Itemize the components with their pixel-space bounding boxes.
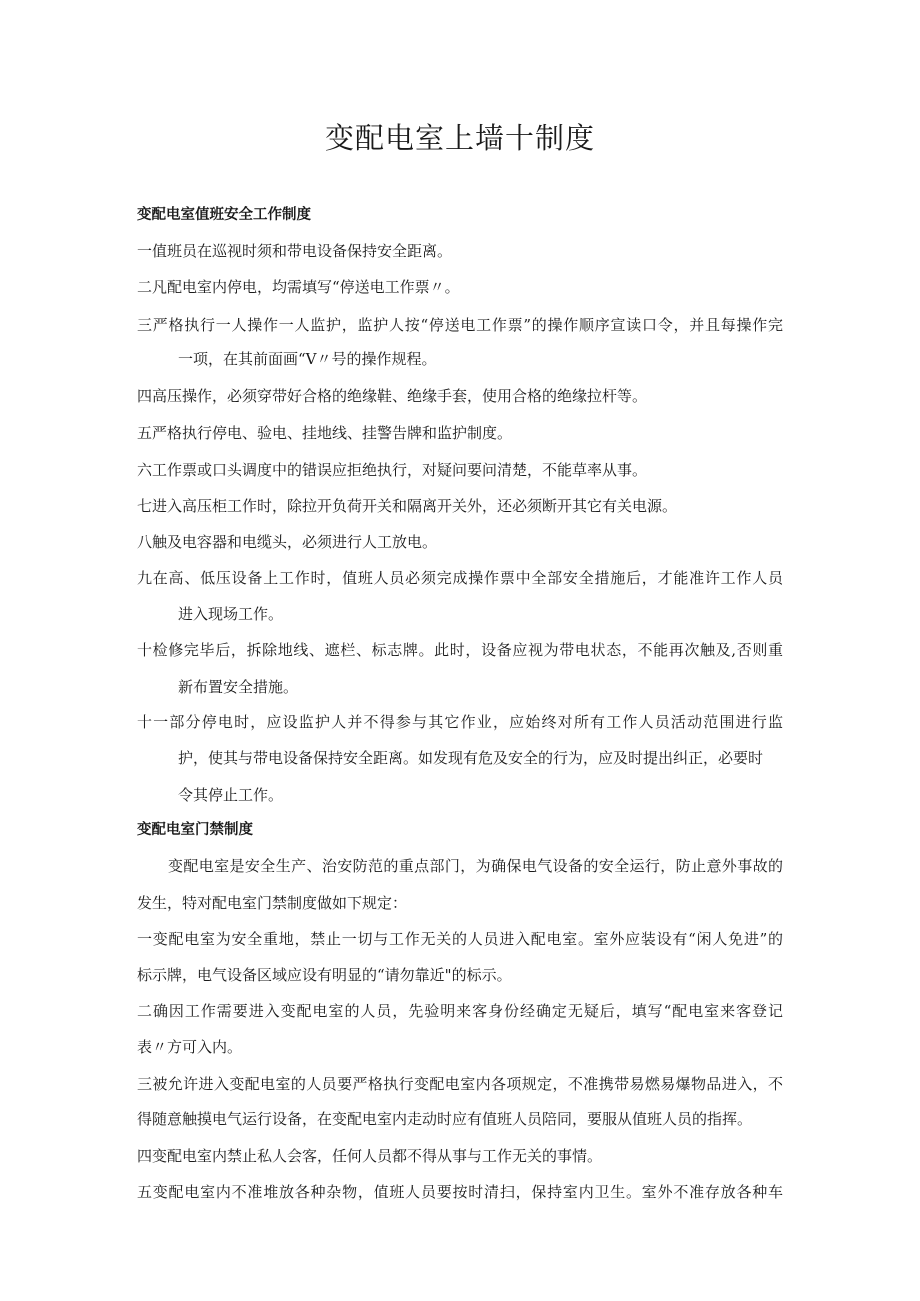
- rule-line: 二凡配电室内停电，均需填写“停送电工作票〃。: [137, 278, 460, 296]
- rule-line: 三被允许进入变配电室的人员要严格执行变配电室内各项规定，不准携带易燃易爆物品进入，不: [137, 1075, 783, 1093]
- paragraph-line: 发生，特对配电室门禁制度做如下规定：: [137, 894, 408, 912]
- rule-line: 四变配电室内禁止私人会客，任何人员都不得从事与工作无关的事情。: [137, 1147, 603, 1165]
- rule-line: 一值班员在巡视时须和带电设备保持安全距离。: [137, 242, 453, 260]
- page-title: 变配电室上墙十制度: [324, 121, 595, 155]
- rule-line: 四高压操作，必须穿带好合格的绝缘鞋、绝缘手套，使用合格的绝缘拉杆等。: [137, 387, 648, 405]
- rule-line: 三严格执行一人操作一人监护，监护人按“停送电工作票”的操作顺序宣读口令，并且每操作完: [137, 316, 783, 334]
- rule-line: 九在高、低压设备上工作时，值班人员必须完成操作票中全部安全措施后，才能准许工作人员: [137, 569, 783, 587]
- rule-line-continuation: 令其停止工作。: [178, 786, 284, 804]
- section-heading-access-control: 变配电室门禁制度: [137, 822, 253, 838]
- rule-line: 二确因工作需要进入变配电室的人员，先验明来客身份经确定无疑后，填写“配电室来客登记: [137, 1002, 783, 1020]
- rule-line-continuation: 得随意触摸电气运行设备，在变配电室内走动时应有值班人员陪同，要服从值班人员的指挥。: [137, 1110, 753, 1128]
- paragraph-line: 变配电室是安全生产、治安防范的重点部门，为确保电气设备的安全运行，防止意外事故的: [168, 857, 783, 875]
- rule-line-continuation: 一项，在其前面画“V〃号的操作规程。: [178, 350, 437, 368]
- rule-line-continuation: 表〃方可入内。: [137, 1038, 243, 1056]
- rule-line: 五变配电室内不准堆放各种杂物，值班人员要按时清扫，保持室内卫生。室外不准存放各种车: [137, 1183, 783, 1201]
- rule-line: 五严格执行停电、验电、挂地线、挂警告牌和监护制度。: [137, 424, 513, 442]
- rule-line-continuation: 新布置安全措施。: [178, 678, 299, 696]
- rule-line: 一变配电室为安全重地，禁止一切与工作无关的人员进入配电室。室外应装设有“闲人免进”的: [137, 930, 783, 948]
- rule-line-continuation: 护，使其与带电设备保持安全距离。如发现有危及安全的行为，应及时提出纠正，必要时: [178, 749, 764, 767]
- rule-line: 六工作票或口头调度中的错误应拒绝执行，对疑问要问清楚，不能草率从事。: [137, 461, 648, 479]
- section-heading-duty-safety: 变配电室值班安全工作制度: [137, 207, 311, 223]
- rule-line: 七进入高压柜工作时，除拉开负荷开关和隔离开关外，还必须断开其它有关电源。: [137, 497, 678, 515]
- rule-line: 十检修完毕后，拆除地线、遮栏、标志牌。此时，设备应视为带电状态，不能再次触及,否则重: [137, 641, 783, 659]
- rule-line: 十一部分停电时，应设监护人并不得参与其它作业，应始终对所有工作人员活动范围进行监: [137, 713, 783, 731]
- rule-line-continuation: 进入现场工作。: [178, 605, 284, 623]
- rule-line-continuation: 标示牌，电气设备区域应设有明显的“请勿靠近"的标示。: [137, 966, 512, 984]
- rule-line: 八触及电容器和电缆头，必须进行人工放电。: [137, 533, 438, 551]
